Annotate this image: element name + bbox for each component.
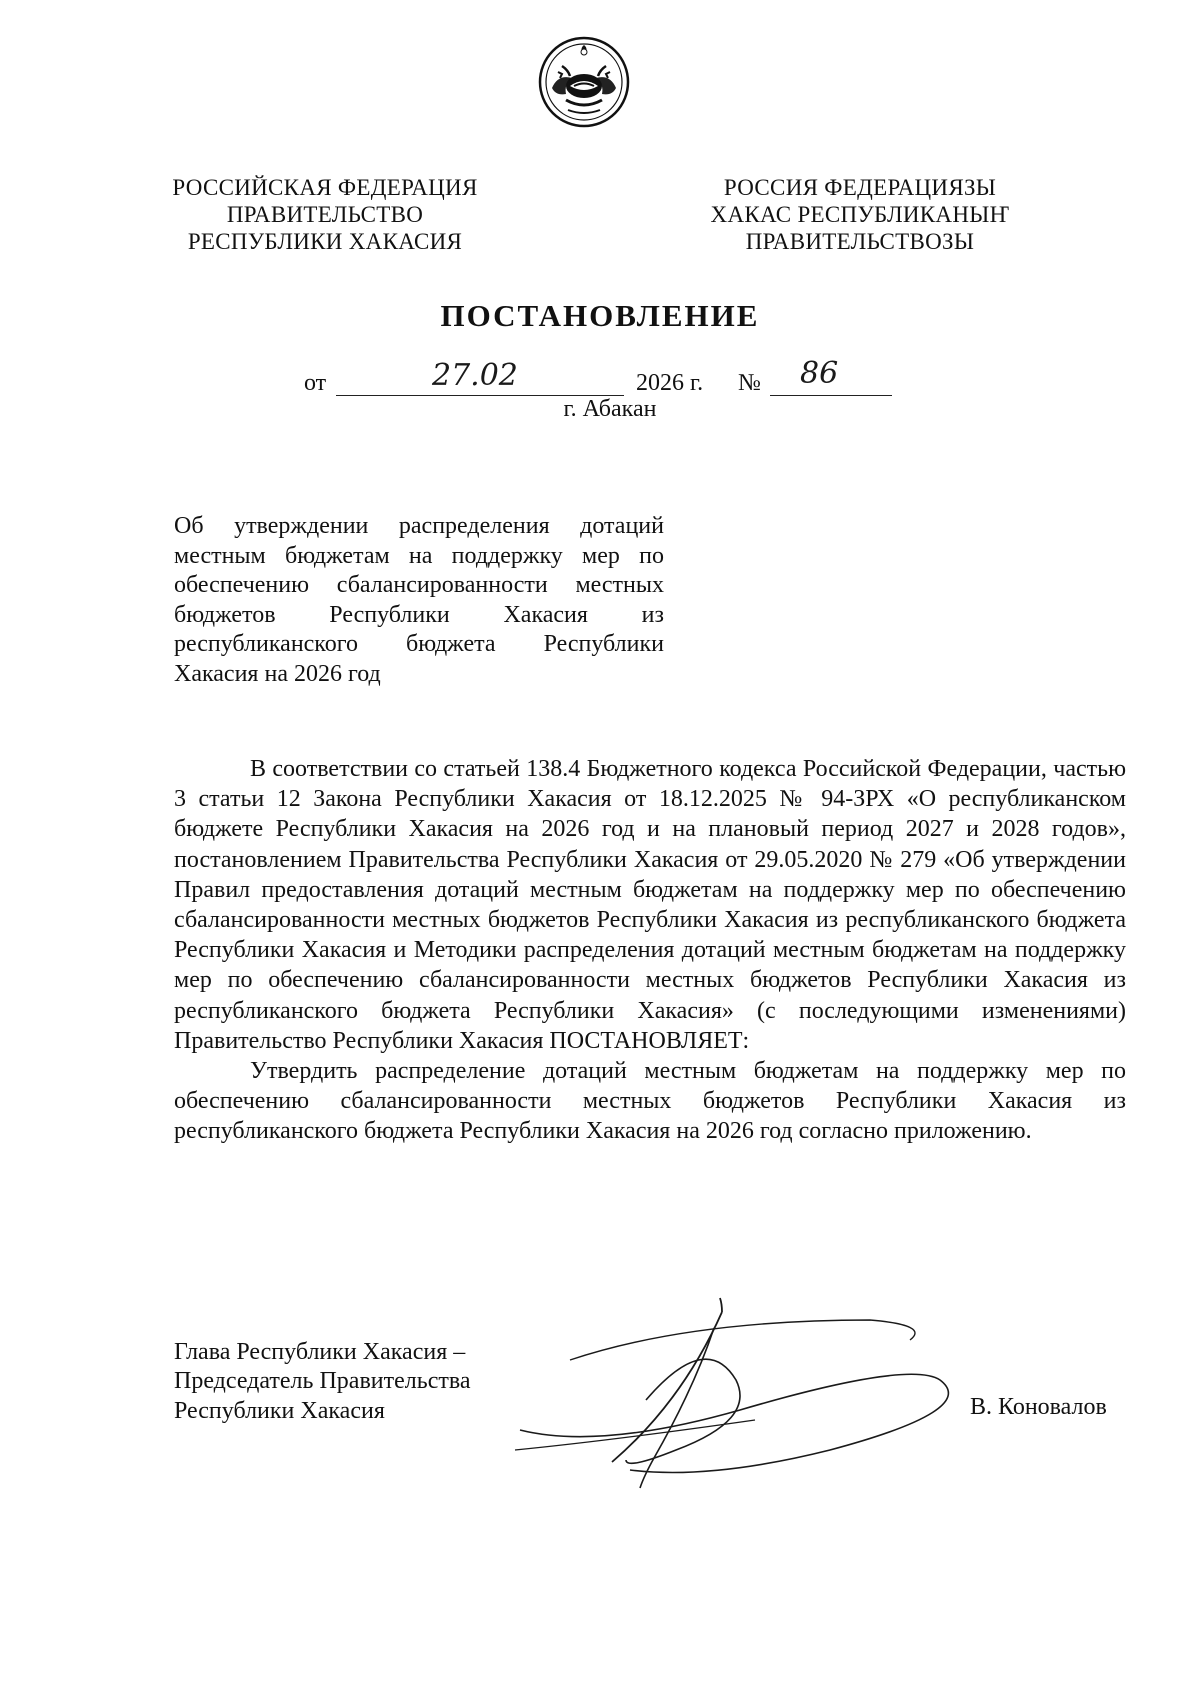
- city: г. Абакан: [563, 396, 657, 422]
- signatory-position: [174, 1338, 534, 1426]
- document-subject: Об утверждении распределения дотаций местным бюджетам на поддержку мер по обеспечению сбалансированности местных бюджетов Республики Хакасия из республиканского бюджета Республики Хакасия на 2026 год: [174, 513, 664, 687]
- signatory-name: В. Коновалов: [970, 1394, 1107, 1420]
- date-prefix: от: [304, 370, 327, 396]
- coat-of-arms-icon: [538, 36, 630, 128]
- header-left-line: РЕСПУБЛИКИ ХАКАСИЯ: [187, 229, 463, 254]
- year-label: 2026 г.: [636, 370, 704, 396]
- header-left: [160, 174, 490, 255]
- number-sign: №: [738, 370, 761, 396]
- body-paragraph: В соответствии со статьей 138.4 Бюджетного кодекса Российской Федерации, частью 3 статьи 12 Закона Республики Хакасия от 18.12.2025 № 94-ЗРХ «О республиканском бюджете Республики Хакасия на 2026 год и на плановый период 2027 и 2028 годов», постановлением Правительства Республики Хакасия от 29.05.2020 № 279 «Об утверждении Правил предоставления дотаций местным бюджетам на поддержку мер по обеспечению сбалансированности местных бюджетов Республики Хакасия из республиканского бюджета Республики Хакасия и Методики распределения дотаций местным бюджетам на поддержку мер по обеспечению сбалансированности местных бюджетов Республики Хакасия из республиканского бюджета Республики Хакасия» (с последующими изменениями) Правительство Республики Хакасия ПОСТАНОВЛЯЕТ:: [174, 756, 1126, 1054]
- date-line: [0, 356, 1200, 398]
- signature-icon: [510, 1290, 960, 1500]
- document-title: ПОСТАНОВЛЕНИЕ: [440, 298, 760, 333]
- header-left-line: ПРАВИТЕЛЬСТВО: [226, 202, 424, 227]
- document-body: [174, 754, 1126, 1147]
- signatory-position-line: Республики Хакасия: [174, 1397, 385, 1424]
- header-right-line: ПРАВИТЕЛЬСТВОЗЫ: [745, 229, 975, 254]
- header-right-line: РОССИЯ ФЕДЕРАЦИЯЗЫ: [723, 175, 997, 200]
- signatory-position-line: Председатель Правительства: [174, 1368, 471, 1395]
- header-left-line: РОССИЙСКАЯ ФЕДЕРАЦИЯ: [172, 175, 478, 200]
- date-handwritten: 27.02: [432, 358, 518, 393]
- header-right-line: ХАКАС РЕСПУБЛИКАНЫҤ: [710, 202, 1010, 227]
- signatory-position-line: Глава Республики Хакасия –: [174, 1339, 466, 1365]
- header-right: [690, 174, 1030, 255]
- body-paragraph: Утвердить распределение дотаций местным бюджетам на поддержку мер по обеспечению сбалансированности местных бюджетов Республики Хакасия из республиканского бюджета Республики Хакасия на 2026 год согласно приложению.: [174, 1058, 1126, 1145]
- number-handwritten: 86: [800, 356, 839, 391]
